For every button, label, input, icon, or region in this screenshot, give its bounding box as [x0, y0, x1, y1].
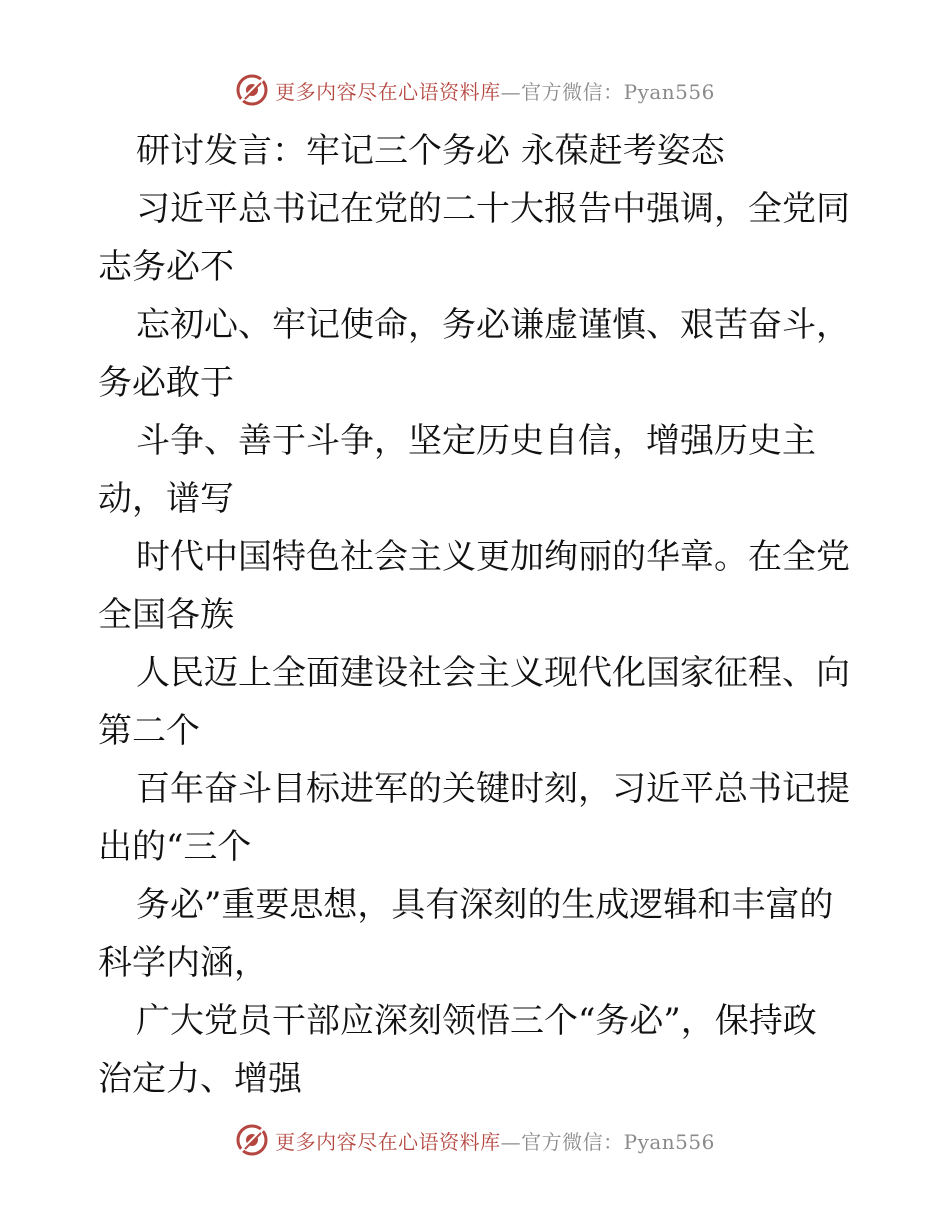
document-body	[98, 122, 858, 1108]
paragraph-line: 务必敢于	[98, 363, 234, 403]
paragraph-line: 斗争、善于斗争，坚定历史自信，增强历史主	[136, 421, 816, 461]
paragraph-line: 科学内涵，	[98, 943, 268, 983]
banner-text	[275, 76, 715, 105]
banner-text	[275, 1126, 715, 1155]
paragraph-line: 忘初心、牢记使命，务必谦虚谨慎、艰苦奋斗，	[136, 305, 850, 345]
paragraph-line: 治定力、增强	[98, 1059, 302, 1099]
banner-brand-text: 更多内容尽在心语资料库	[275, 1129, 501, 1154]
brand-logo-icon	[235, 1123, 269, 1157]
paragraph-line: 务必”重要思想，具有深刻的生成逻辑和丰富的	[136, 885, 834, 925]
document-title: 研讨发言：牢记三个务必 永葆赶考姿态	[136, 131, 725, 171]
paragraph-line: 时代中国特色社会主义更加绚丽的华章。在全党	[136, 537, 850, 577]
paragraph-line: 出的“三个	[98, 827, 252, 867]
brand-logo-icon	[235, 73, 269, 107]
paragraph-line: 习近平总书记在党的二十大报告中强调，全党同	[136, 189, 850, 229]
footer-banner	[0, 1120, 950, 1160]
paragraph-line: 全国各族	[98, 595, 234, 635]
header-banner	[0, 70, 950, 110]
paragraph-line: 动，谱写	[98, 479, 234, 519]
banner-wechat-text: —官方微信：Pyan556	[500, 79, 715, 104]
paragraph-line: 第二个	[98, 711, 200, 751]
banner-wechat-text: —官方微信：Pyan556	[500, 1129, 715, 1154]
paragraph-line: 人民迈上全面建设社会主义现代化国家征程、向	[136, 653, 850, 693]
banner-brand-text: 更多内容尽在心语资料库	[275, 79, 501, 104]
paragraph-line: 志务必不	[98, 247, 234, 287]
paragraph-line: 广大党员干部应深刻领悟三个“务必”，保持政	[136, 1001, 817, 1041]
paragraph-line: 百年奋斗目标进军的关键时刻，习近平总书记提	[136, 769, 850, 809]
